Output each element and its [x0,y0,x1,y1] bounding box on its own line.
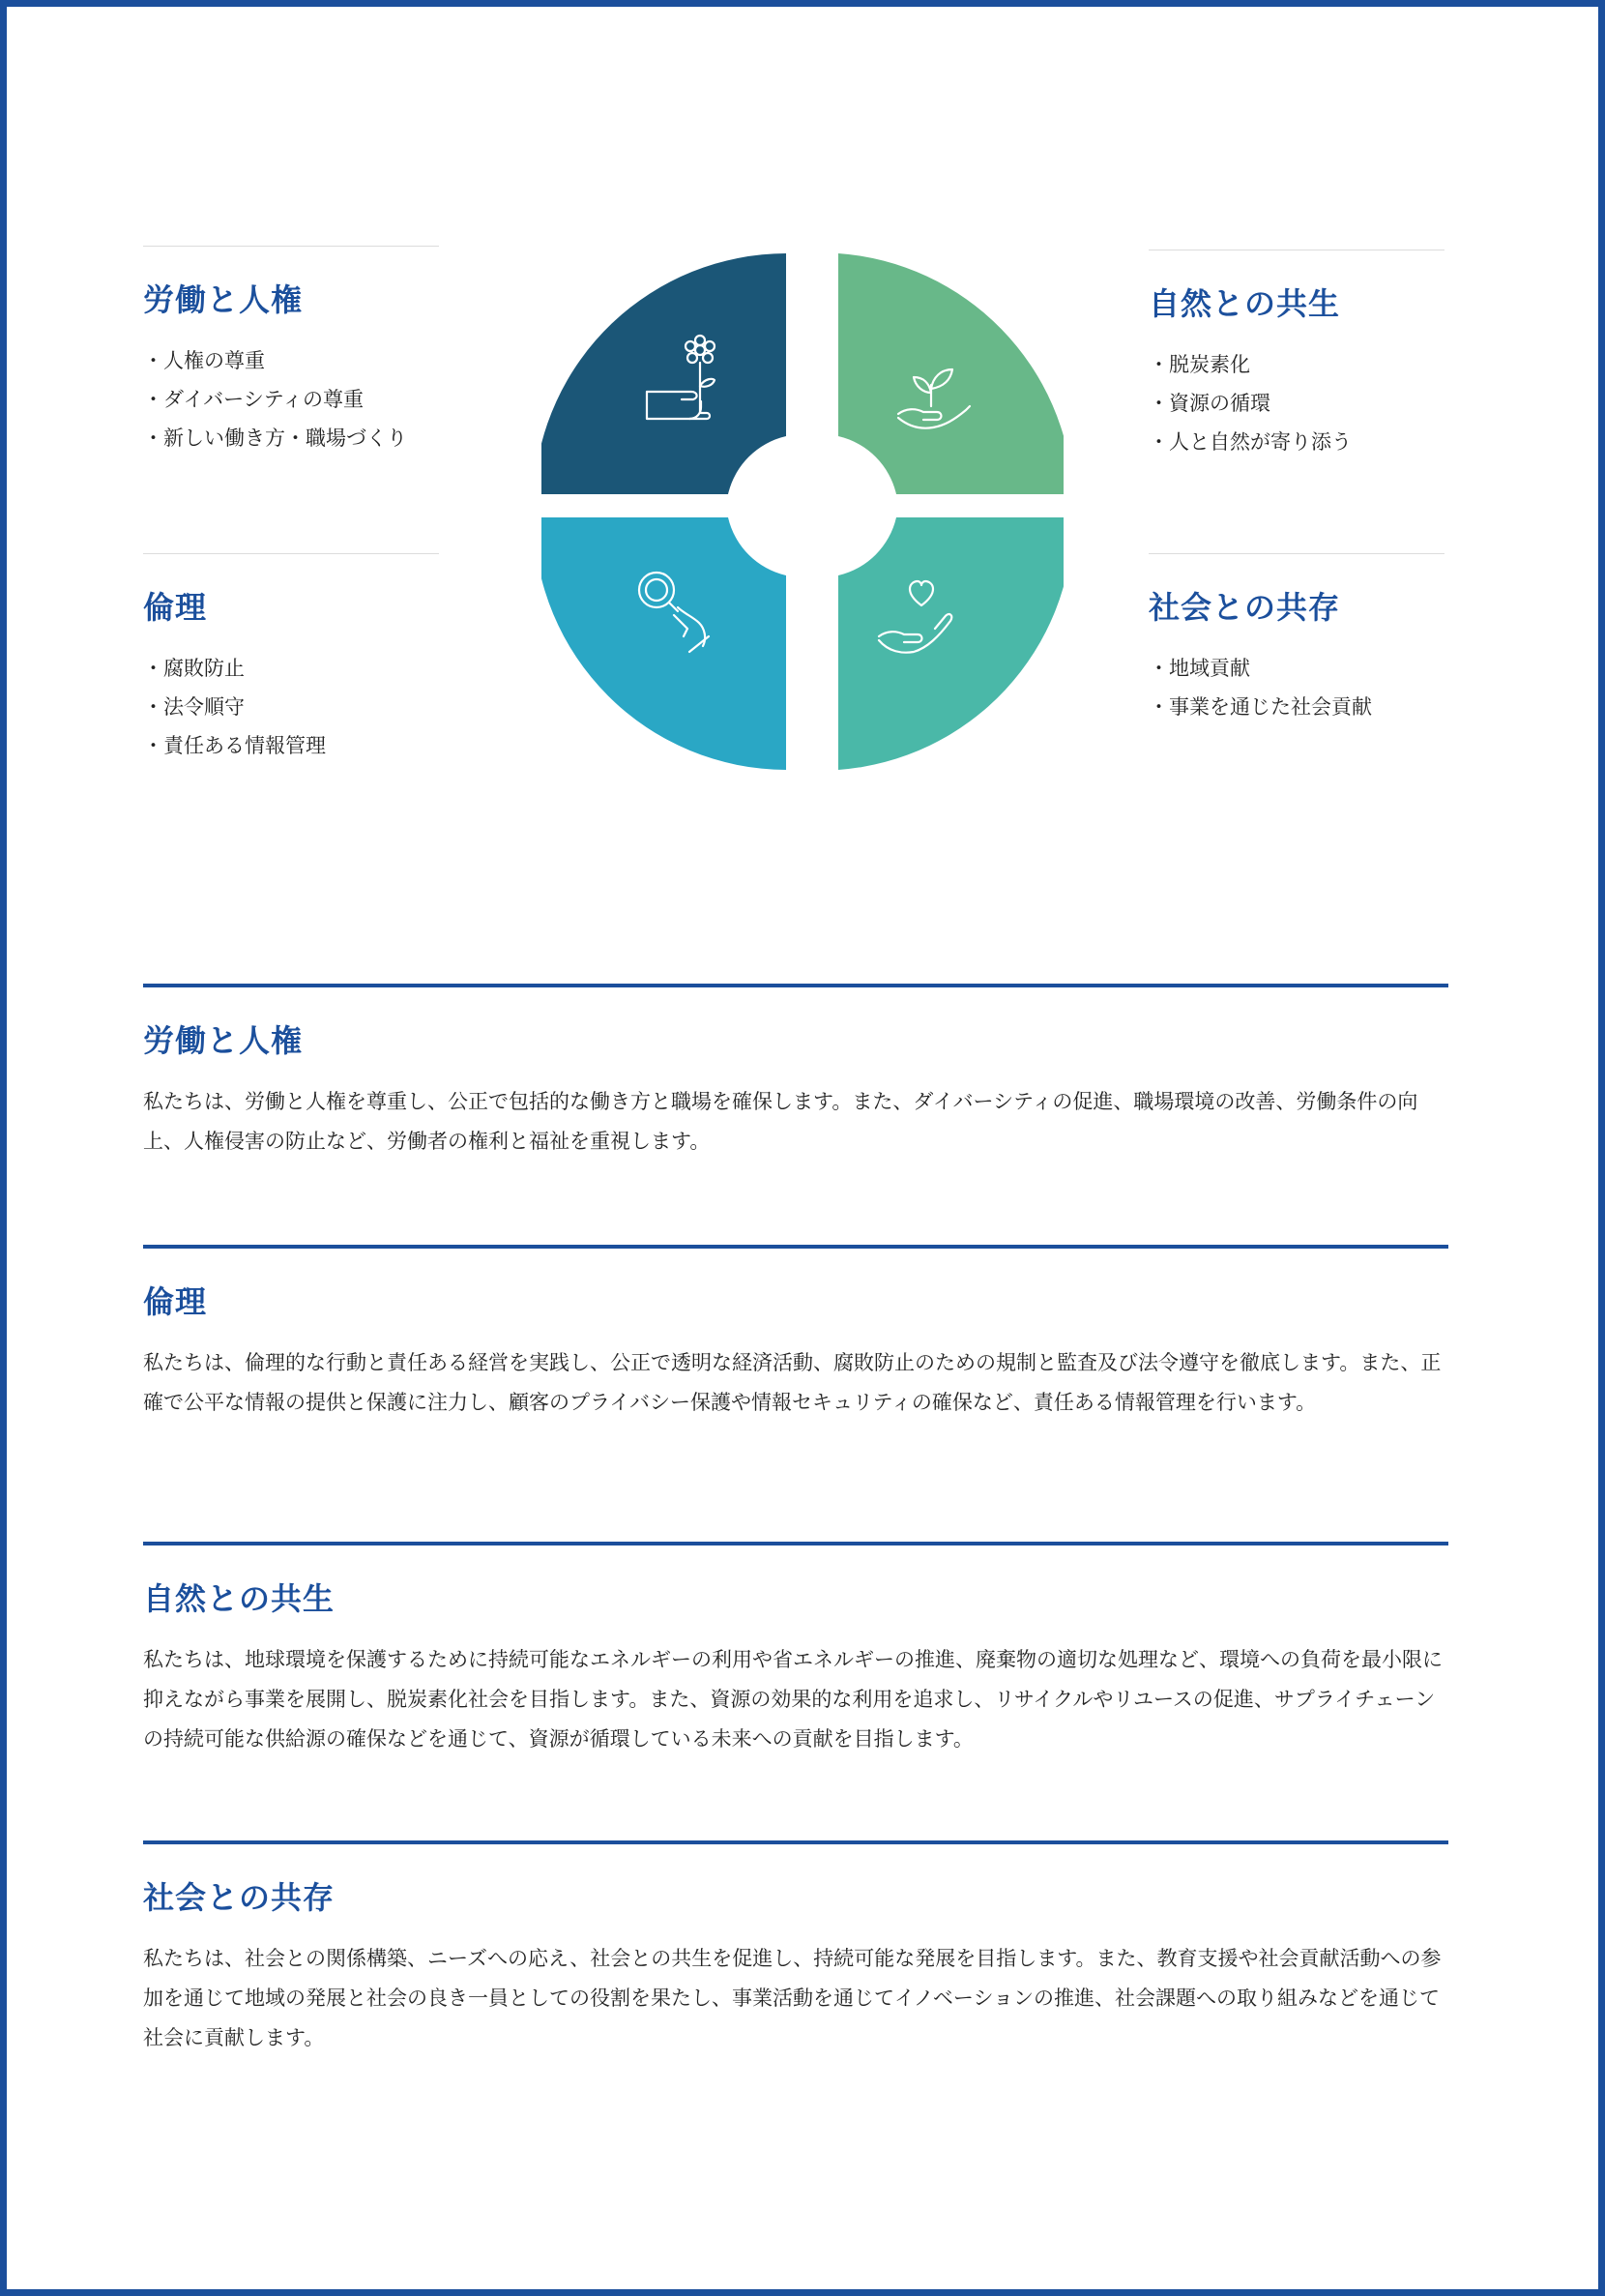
divider [143,246,439,247]
segment-labor [541,253,786,494]
section-divider [143,1245,1448,1249]
quadrant-title: 社会との共存 [1149,589,1341,626]
list-item: ・ ダイバーシティの尊重 [143,380,439,419]
list-item: ・ 人と自然が寄り添う [1149,423,1444,461]
section-nature [143,1542,1448,1759]
quadrant-title: 自然との共生 [1149,285,1341,322]
section-body: 私たちは、労働と人権を尊重し、公正で包括的な働き方と職場を確保します。また、ダイバーシティの促進、職場環境の改善、労働条件の向上、人権侵害の防止など、労働者の権利と福祉を重視します。 [143,1090,1418,1153]
list-item: ・ 脱炭素化 [1149,345,1444,384]
section-body: 私たちは、倫理的な行動と責任ある経営を実践し、公正で透明な経済活動、腐敗防止のための規制と監査及び法令遵守を徹底します。また、正確で公平な情報の提供と保護に注力し、顧客のプライバシー保護や情報セキュリティの確保など、責任ある情報管理を行います。 [143,1351,1442,1414]
segment-ethics [541,517,786,770]
section-body: 私たちは、地球環境を保護するために持続可能なエネルギーの利用や省エネルギーの推進、廃棄物の適切な処理など、環境への負荷を最小限に抑えながら事業を展開し、脱炭素化社会を目指します。また、資源の効果的な利用を追求し、リサイクルやリユースの促進、サプライチェーンの持続可能な供給源の確保などを通じて、資源が循環している未来への貢献を目指します。 [143,1648,1443,1751]
list-item: ・ 資源の循環 [1149,384,1444,423]
divider [143,553,439,554]
quadrant-ethics [143,553,439,765]
list-item: ・ 人権の尊重 [143,341,439,380]
quadrant-list [143,341,439,457]
divider [1149,553,1444,554]
quadrant-list [143,649,439,765]
quadrant-title: 倫理 [143,589,208,626]
list-item: ・ 腐敗防止 [143,649,439,688]
section-divider [143,1542,1448,1545]
quadrant-labor [143,246,439,457]
list-item: ・ 新しい働き方・職場づくり [143,419,439,457]
section-title: 労働と人権 [143,1022,304,1059]
quadrant-society [1149,553,1444,726]
section-divider [143,1840,1448,1844]
quadrant-nature [1149,250,1444,461]
quadrant-list [1149,649,1444,726]
quadrant-list [1149,345,1444,461]
section-body: 私たちは、社会との関係構築、ニーズへの応え、社会との共生を促進し、持続可能な発展を目指します。また、教育支援や社会貢献活動への参加を通じて地域の発展と社会の良き一員としての役割を果たし、事業活動を通じてイノベーションの推進、社会課題への取り組みなどを通じて社会に貢献します。 [143,1947,1442,2049]
pillars-diagram [541,250,1064,772]
section-divider [143,984,1448,987]
section-title: 社会との共存 [143,1879,336,1916]
list-item: ・ 責任ある情報管理 [143,726,439,765]
section-title: 自然との共生 [143,1580,336,1617]
list-item: ・ 事業を通じた社会貢献 [1149,688,1444,726]
segment-society [838,517,1064,770]
section-labor [143,984,1448,1162]
section-title: 倫理 [143,1283,208,1320]
list-item: ・ 地域貢献 [1149,649,1444,688]
quadrant-title: 労働と人権 [143,281,304,318]
list-item: ・ 法令順守 [143,688,439,726]
section-society [143,1840,1448,2058]
section-ethics [143,1245,1448,1423]
